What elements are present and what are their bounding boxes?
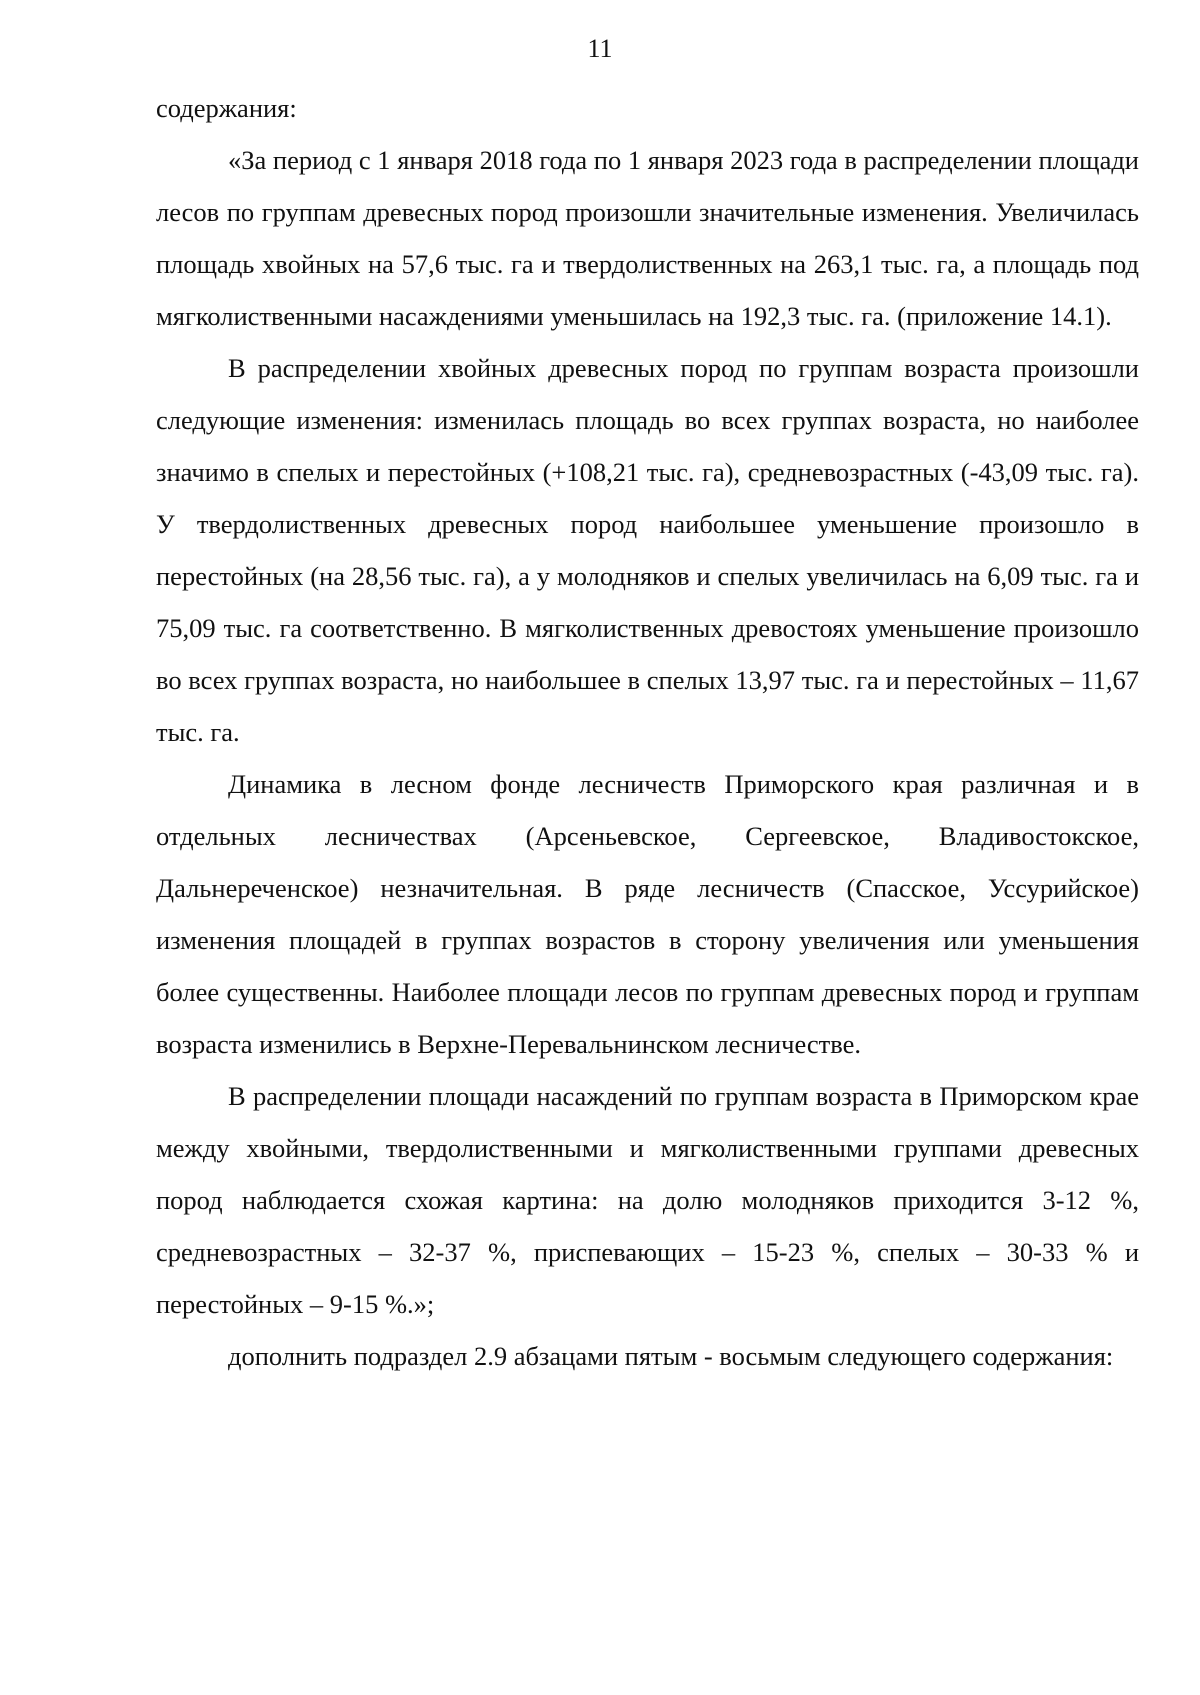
paragraph-continuation: содержания: xyxy=(156,93,297,123)
paragraph-age-group-changes: В распределении хвойных древесных пород по группам возраста произошли следующие изменения: изменилась площадь во всех группах возраста, но наиболее значимо в спелых и перестойных (+108,21 тыс. га), средневозрастных (-43,09 тыс. га). У твердолиственных древесных пород наибольшее уменьшение произошло в перестойных (на 28,56 тыс. га), а у молодняков и спелых увеличилась на 6,09 тыс. га и 75,09 тыс. га соответственно. В мягколиственных древостоях уменьшение произошло во всех группах возраста, но наибольшее в спелых 13,97 тыс. га и перестойных – 11,67 тыс. га. xyxy=(156,353,1139,747)
paragraph-forestry-dynamics: Динамика в лесном фонде лесничеств Приморского края различная и в отдельных лесничествах (Арсеньевское, Сергеевское, Владивостокское, Дальнереченское) незначительная. В ряде лесничеств (Спасское, Уссурийское) изменения площадей в группах возрастов в сторону увеличения или уменьшения более существенны. Наиболее площади лесов по группам древесных пород и группам возраста изменились в Верхне-Перевальнинском лесничестве. xyxy=(156,769,1139,1059)
paragraph-amendment-instruction: дополнить подраздел 2.9 абзацами пятым - восьмым следующего содержания: xyxy=(228,1341,1114,1371)
paragraph-age-distribution: В распределении площади насаждений по группам возраста в Приморском крае между хвойными, твердолиственными и мягколиственными группами древесных пород наблюдается схожая картина: на долю молодняков приходится 3-12 %, средневозрастных – 32-37 %, приспевающих – 15-23 %, спелых – 30-33 % и перестойных – 9-15 %.»; xyxy=(156,1081,1139,1319)
document-body xyxy=(156,82,1139,1382)
paragraph-forest-area-changes: «За период с 1 января 2018 года по 1 января 2023 года в распределении площади лесов по группам древесных пород произошли значительные изменения. Увеличилась площадь хвойных на 57,6 тыс. га и твердолиственных на 263,1 тыс. га, а площадь под мягколиственными насаждениями уменьшилась на 192,3 тыс. га. (приложение 14.1). xyxy=(156,145,1139,331)
page-number: 11 xyxy=(587,34,613,63)
